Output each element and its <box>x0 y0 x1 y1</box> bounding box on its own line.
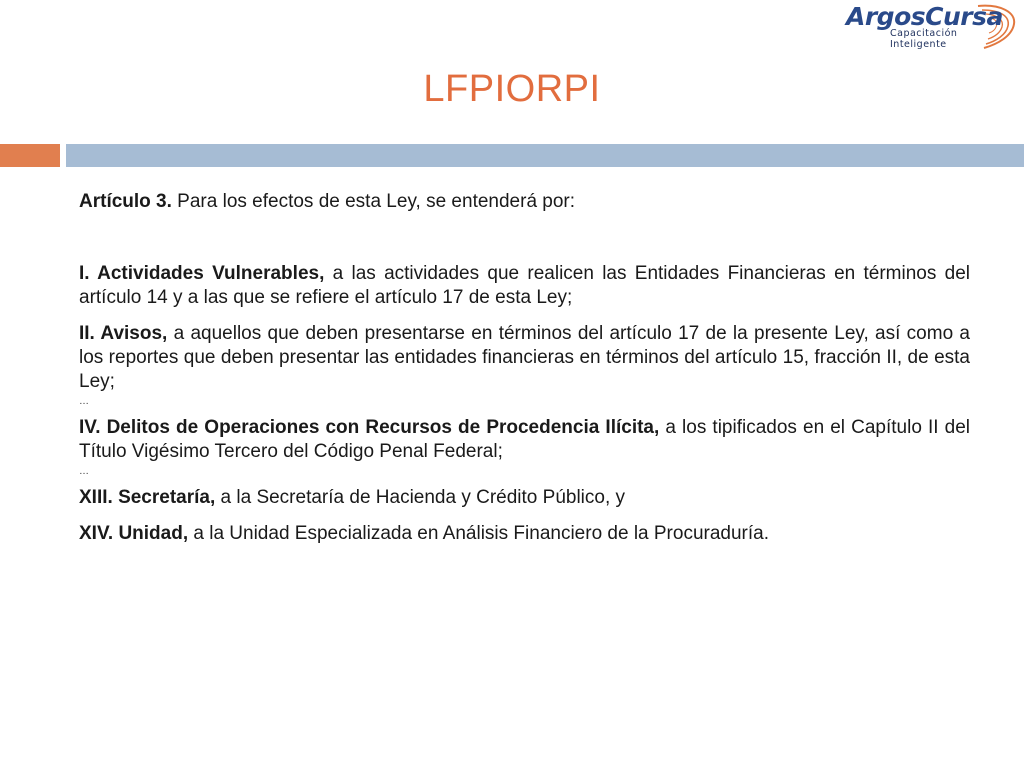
omission-marker: … <box>79 396 89 407</box>
logo-brand: ArgosCursa <box>846 2 1003 31</box>
header-band-accent <box>0 144 60 167</box>
article-body <box>79 190 970 558</box>
definition-label: XIII. Secretaría, <box>79 487 216 508</box>
logo-tagline-1: Capacitación <box>890 28 958 39</box>
definition-text: a aquellos que deben presentarse en términos del artículo 17 de la presente Ley, así como a los reportes que deben presentar las entidades financieras en términos del artículo 15, fracción II, de esta Ley; <box>79 323 970 392</box>
definition-item <box>79 486 970 510</box>
definition-item <box>79 522 970 546</box>
logo-tagline-2: Inteligente <box>890 39 947 50</box>
definition-text: a las actividades que realicen las Entidades Financieras en términos del artículo 14 y a las que se refiere el artículo 17 de esta Ley; <box>79 263 970 308</box>
definition-item <box>79 322 970 394</box>
definition-label: II. Avisos, <box>79 323 168 344</box>
definition-text: a la Unidad Especializada en Análisis Financiero de la Procuraduría. <box>188 523 770 544</box>
article-intro-label: Artículo 3. <box>79 191 172 212</box>
definition-text: a la Secretaría de Hacienda y Crédito Público, y <box>215 487 626 508</box>
article-intro-text: Para los efectos de esta Ley, se entenderá por: <box>171 191 576 212</box>
definition-label: IV. Delitos de Operaciones con Recursos de Procedencia Ilícita, <box>79 417 660 438</box>
logo-tagline <box>890 28 957 50</box>
slide-title: LFPIORPI <box>423 68 601 110</box>
definition-item <box>79 262 970 310</box>
definition-item <box>79 416 970 464</box>
definition-label: I. Actividades Vulnerables, <box>79 263 325 284</box>
article-intro <box>79 190 970 214</box>
omission-marker: … <box>79 466 89 477</box>
argoscursa-logo <box>838 2 1018 54</box>
definition-text: a los tipificados en el Capítulo II del Título Vigésimo Tercero del Código Penal Federal; <box>79 417 970 462</box>
header-band <box>66 144 1024 167</box>
definition-label: XIV. Unidad, <box>79 523 189 544</box>
